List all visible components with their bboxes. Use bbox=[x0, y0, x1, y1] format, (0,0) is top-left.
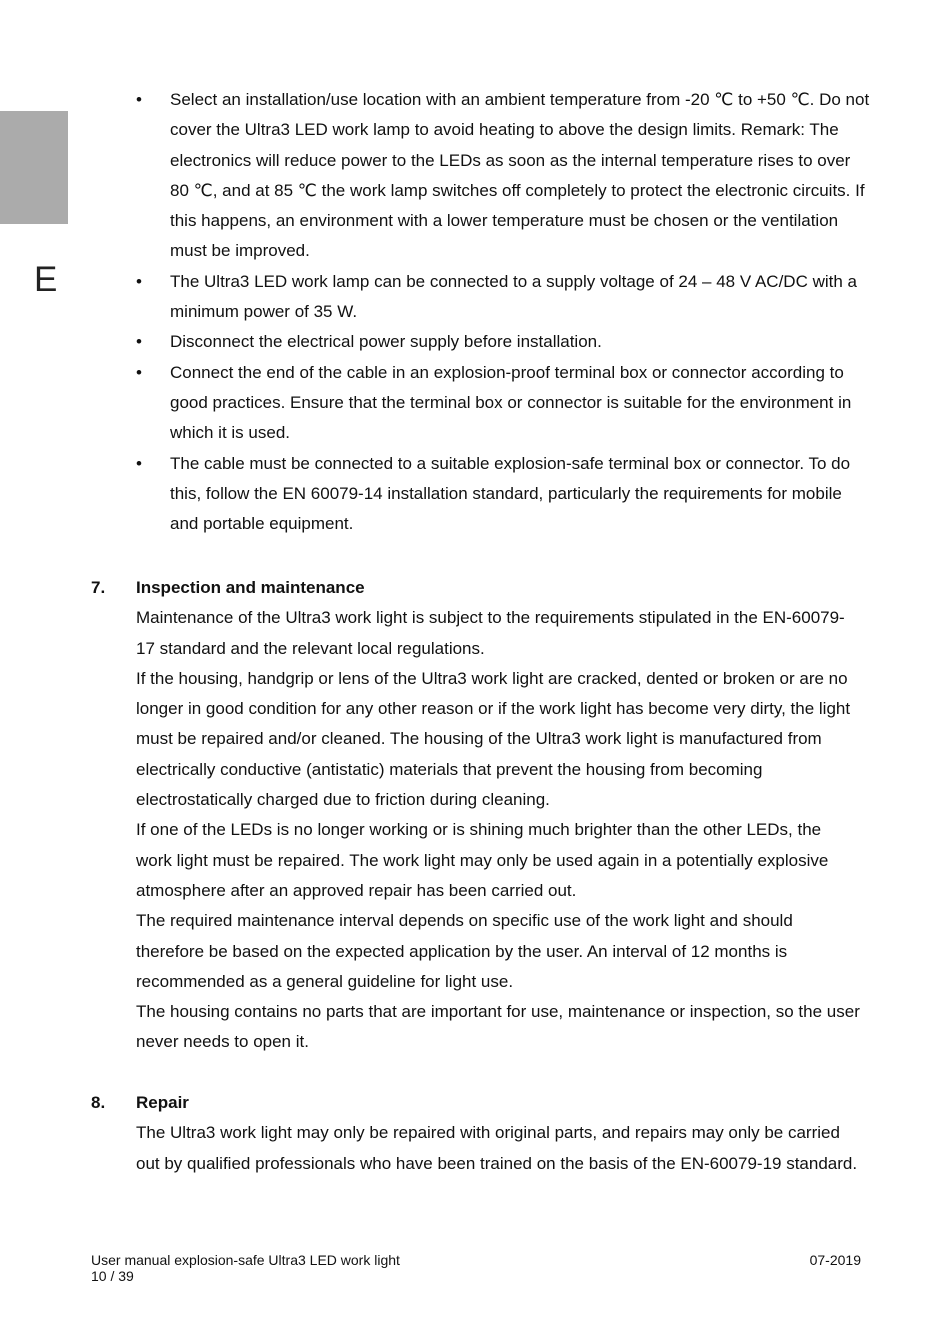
paragraph: If the housing, handgrip or lens of the Ultra3 work light are cracked, dented or broken or are no longer in good condition for any other reason or if the work light has become very dirty, the light must be repaired and/or cleaned. The housing of the Ultra3 work light is manufactured from electrically conductive (antistatic) materials that prevent the housing from becoming electrostatically charged due to friction during cleaning. bbox=[136, 668, 851, 810]
installation-bullet-list bbox=[136, 85, 870, 539]
bullet-text: Connect the end of the cable in an explosion-proof terminal box or connector according to good practices. Ensure that the terminal box or connector is suitable for the environment in which it is used. bbox=[170, 362, 852, 443]
bullet-icon: • bbox=[136, 90, 142, 109]
page-footer bbox=[91, 1252, 861, 1284]
paragraph: Maintenance of the Ultra3 work light is subject to the requirements stipulated in the EN-60079-17 standard and the relevant local regulations. bbox=[136, 608, 845, 658]
bullet-icon: • bbox=[136, 332, 142, 352]
bullet-icon: • bbox=[136, 453, 142, 473]
language-tab bbox=[0, 111, 68, 299]
section-heading: Repair bbox=[136, 1093, 189, 1112]
paragraph: If one of the LEDs is no longer working or is shining much brighter than the other LEDs, the work light must be repaired. The work light may only be used again in a potentially explosive atmosphere after an approved repair has been carried out. bbox=[136, 820, 829, 900]
section-number: 8. bbox=[91, 1093, 106, 1112]
paragraph: The required maintenance interval depends on specific use of the work light and should therefore be based on the expected application by the user. An interval of 12 months is recommended as a general guideline for light use. bbox=[136, 911, 793, 991]
bullet-item bbox=[136, 449, 870, 540]
section-body bbox=[136, 603, 861, 1057]
bullet-icon: • bbox=[136, 271, 142, 291]
bullet-item bbox=[136, 267, 870, 328]
bullet-item bbox=[136, 327, 870, 357]
section-body bbox=[136, 1118, 861, 1179]
paragraph: The Ultra3 work light may only be repaired with original parts, and repairs may only be carried out by qualified professionals who have been trained on the basis of the EN-60079-19 standard. bbox=[136, 1123, 858, 1173]
bullet-text: Disconnect the electrical power supply before installation. bbox=[170, 332, 602, 352]
bullet-icon: • bbox=[136, 362, 142, 382]
section-number: 7. bbox=[91, 578, 106, 597]
bullet-text: The Ultra3 LED work lamp can be connected to a supply voltage of 24 – 48 V AC/DC with a minimum power of 35 W. bbox=[170, 271, 857, 322]
paragraph: The housing contains no parts that are important for use, maintenance or inspection, so the user never needs to open it. bbox=[136, 1002, 860, 1052]
bullet-text: Select an installation/use location with an ambient temperature from -20 ℃ to +50 ℃. Do not cover the Ultra3 LED work lamp to avoid heating to above the design limits. Remark: The electronics will reduce power to the LEDs as soon as the internal temperature rises to over 80 ℃, and at 85 ℃ the work lamp switches off completely to protect the electronic circuits. If this happens, an environment with a lower temperature must be chosen or the ventilation must be improved. bbox=[170, 90, 870, 261]
bullet-item bbox=[136, 85, 870, 267]
section-heading: Inspection and maintenance bbox=[136, 578, 365, 597]
bullet-text: The cable must be connected to a suitable explosion-safe terminal box or connector. To do this, follow the EN 60079-14 installation standard, particularly the requirements for mobile and portable equipment. bbox=[170, 453, 851, 534]
footer-document-title: User manual explosion-safe Ultra3 LED work light bbox=[91, 1252, 400, 1268]
footer-page-number: 10 / 39 bbox=[91, 1268, 134, 1284]
bullet-item bbox=[136, 358, 870, 449]
language-tab-letter: E bbox=[34, 260, 58, 299]
footer-date: 07-2019 bbox=[809, 1252, 861, 1268]
